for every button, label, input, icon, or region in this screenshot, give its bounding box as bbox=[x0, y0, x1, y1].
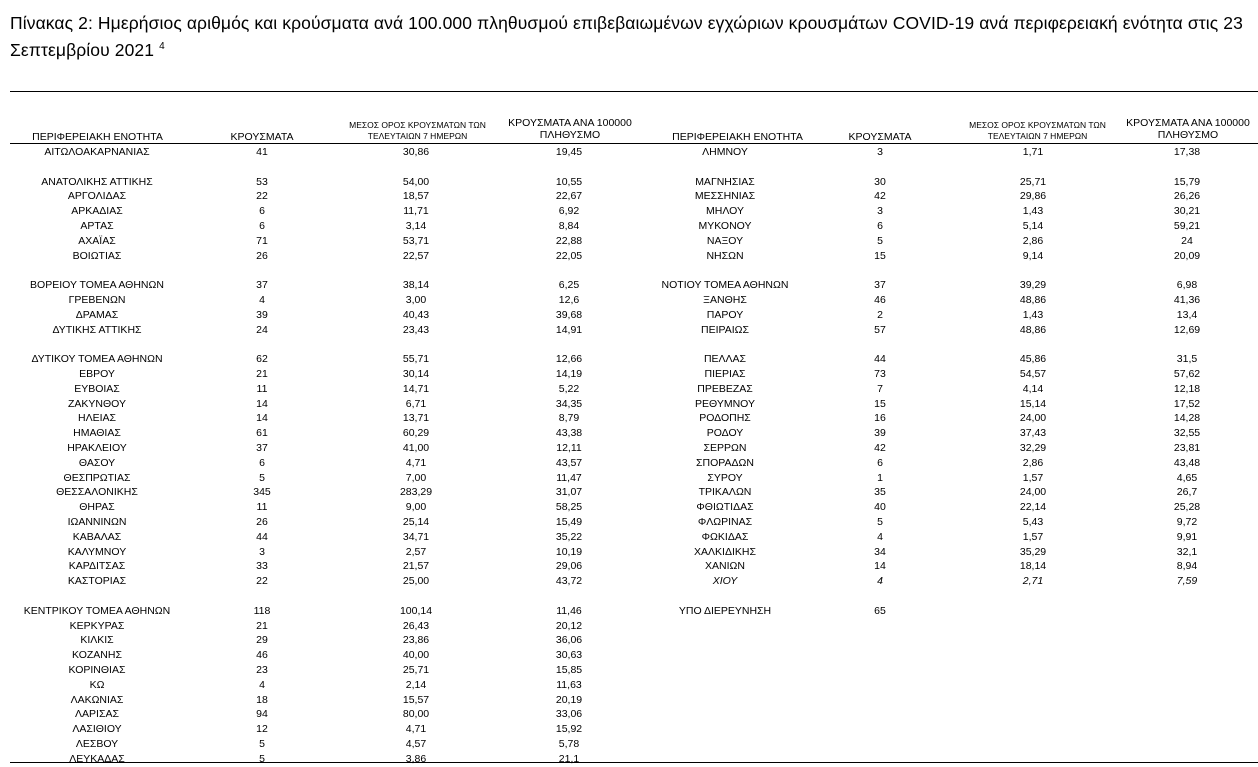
right-row-21-region-cell: ΦΘΙΩΤΙΔΑΣ bbox=[696, 501, 754, 514]
right-row-11-per100k-cell: 31,5 bbox=[1176, 353, 1198, 366]
left-row-6-per100k-cell: 22,05 bbox=[555, 249, 583, 262]
left-row-18-cases-cell: 6 bbox=[259, 456, 265, 469]
right-row-8-per100k-cell: 41,36 bbox=[1173, 294, 1201, 306]
left-row-1-cases-cell: 53 bbox=[256, 175, 268, 188]
left-row-24-avg7-cell: 2,57 bbox=[405, 545, 427, 558]
left-row-12-cases-cell: 21 bbox=[256, 368, 268, 380]
right-row-21-per100k-cell: 25,28 bbox=[1173, 501, 1201, 514]
left-row-37-avg7-cell: 3,86 bbox=[405, 752, 427, 765]
left-row-13-per100k-cell: 5,22 bbox=[558, 382, 580, 395]
left-row-2-cases-cell: 22 bbox=[256, 190, 268, 203]
right-row-25-cases-cell: 14 bbox=[874, 560, 886, 573]
right-row-25-per100k-cell: 8,94 bbox=[1176, 560, 1198, 573]
left-row-7-cases-cell: 37 bbox=[256, 279, 268, 292]
left-row-21-region-cell: ΘΗΡΑΣ bbox=[79, 501, 115, 514]
left-row-37-region-cell: ΛΕΥΚΑΔΑΣ bbox=[69, 752, 125, 765]
right-row-17-per100k-cell: 23,81 bbox=[1173, 442, 1201, 454]
right-row-16-per100k-cell: 32,55 bbox=[1173, 427, 1201, 440]
right-row-1-region-cell: ΜΑΓΝΗΣΙΑΣ bbox=[695, 175, 755, 188]
header-per100k-left-line1: ΚΡΟΥΣΜΑΤΑ ΑΝΑ 100000 bbox=[508, 117, 632, 129]
left-row-19-region-cell: ΘΕΣΠΡΩΤΙΑΣ bbox=[63, 471, 131, 484]
left-row-15-per100k-cell: 8,79 bbox=[558, 412, 580, 425]
right-row-6-per100k-cell: 20,09 bbox=[1173, 249, 1201, 262]
right-row-0-region-cell: ΛΗΜΝΟΥ bbox=[702, 146, 748, 158]
right-row-14-avg7-cell: 15,14 bbox=[1019, 397, 1047, 410]
right-row-8-cases-cell: 46 bbox=[874, 294, 886, 306]
header-per100k-left-line2: ΠΛΗΘΥΣΜΟ bbox=[539, 129, 601, 141]
left-row-33-per100k-cell: 20,19 bbox=[555, 693, 583, 706]
left-row-1-avg7-cell: 54,00 bbox=[402, 175, 430, 188]
right-row-20-region-cell: ΤΡΙΚΑΛΩΝ bbox=[698, 486, 752, 499]
table-title-text: Πίνακας 2: Ημερήσιος αριθμός και κρούσματα ανά 100.000 πληθυσμού επιβεβαιωμένων εγχώριων κρουσμάτων COVID-19 ανά περιφερειακή ενότητα στις 23 Σεπτεμβρίου 2021 bbox=[10, 13, 1243, 60]
right-row-14-cases-cell: 15 bbox=[874, 397, 886, 410]
left-row-26-per100k-cell: 43,72 bbox=[555, 575, 583, 588]
header-avg7-right bbox=[955, 120, 1120, 142]
left-row-30-avg7-cell: 40,00 bbox=[402, 649, 430, 662]
left-row-9-cases-cell: 39 bbox=[256, 308, 268, 321]
left-row-30-per100k-cell: 30,63 bbox=[555, 649, 583, 662]
right-row-9-avg7-cell: 1,43 bbox=[1022, 308, 1044, 321]
right-row-2-cases-cell: 42 bbox=[874, 190, 886, 203]
left-row-1-per100k-cell: 10,55 bbox=[555, 175, 583, 188]
right-row-7-per100k-cell: 6,98 bbox=[1176, 279, 1198, 292]
right-row-8-region-cell: ΞΑΝΘΗΣ bbox=[703, 294, 747, 306]
header-cases-right: ΚΡΟΥΣΜΑΤΑ bbox=[848, 131, 912, 143]
right-row-0-per100k-cell: 17,38 bbox=[1173, 146, 1201, 158]
left-row-31-cases-cell: 23 bbox=[256, 664, 268, 676]
right-row-24-avg7-cell: 35,29 bbox=[1019, 545, 1047, 558]
right-row-13-region-cell: ΠΡΕΒΕΖΑΣ bbox=[697, 382, 753, 395]
header-region-right: ΠΕΡΙΦΕΡΕΙΑΚΗ ΕΝΟΤΗΤΑ bbox=[672, 131, 803, 143]
right-row-11-avg7-cell: 45,86 bbox=[1019, 353, 1047, 366]
left-row-25-cases-cell: 33 bbox=[256, 560, 268, 573]
right-row-17-cases-cell: 42 bbox=[874, 442, 886, 454]
right-row-5-region-cell: ΝΑΞΟΥ bbox=[706, 234, 744, 247]
left-row-24-region-cell: ΚΑΛΥΜΝΟΥ bbox=[67, 545, 127, 558]
left-row-18-avg7-cell: 4,71 bbox=[405, 456, 427, 469]
left-row-16-per100k-cell: 43,38 bbox=[555, 427, 583, 440]
left-row-28-per100k-cell: 20,12 bbox=[555, 619, 583, 632]
right-row-10-per100k-cell: 12,69 bbox=[1173, 323, 1201, 336]
right-row-18-region-cell: ΣΠΟΡΑΔΩΝ bbox=[696, 456, 754, 469]
right-row-15-avg7-cell: 24,00 bbox=[1019, 412, 1047, 425]
right-row-12-per100k-cell: 57,62 bbox=[1173, 368, 1201, 380]
left-row-28-region-cell: ΚΕΡΚΥΡΑΣ bbox=[69, 619, 125, 632]
left-row-3-avg7-cell: 11,71 bbox=[403, 205, 429, 218]
right-row-3-region-cell: ΜΗΛΟΥ bbox=[706, 205, 744, 218]
left-row-15-region-cell: ΗΛΕΙΑΣ bbox=[77, 412, 116, 425]
left-row-14-per100k-cell: 34,35 bbox=[555, 397, 583, 410]
right-row-2-per100k-cell: 26,26 bbox=[1173, 190, 1201, 203]
right-row-21-avg7-cell: 22,14 bbox=[1019, 501, 1047, 514]
left-row-29-cases-cell: 29 bbox=[256, 634, 268, 647]
right-row-9-cases-cell: 2 bbox=[877, 308, 883, 321]
left-row-0-per100k-cell: 19,45 bbox=[555, 146, 583, 158]
left-row-17-per100k-cell: 12,11 bbox=[556, 442, 582, 454]
left-row-14-region-cell: ΖΑΚΥΝΘΟΥ bbox=[67, 397, 126, 410]
left-row-6-avg7-cell: 22,57 bbox=[402, 249, 430, 262]
left-row-4-cases-cell: 6 bbox=[259, 220, 265, 232]
right-row-4-cases-cell: 6 bbox=[877, 220, 883, 232]
left-row-6-region-cell: ΒΟΙΩΤΙΑΣ bbox=[72, 249, 122, 262]
left-row-36-cases-cell: 5 bbox=[259, 738, 265, 750]
left-row-15-cases-cell: 14 bbox=[256, 412, 268, 425]
right-row-19-per100k-cell: 4,65 bbox=[1176, 471, 1198, 484]
left-row-36-region-cell: ΛΕΣΒΟΥ bbox=[75, 738, 119, 750]
left-row-18-per100k-cell: 43,57 bbox=[555, 456, 583, 469]
left-row-29-region-cell: ΚΙΛΚΙΣ bbox=[80, 634, 114, 647]
left-row-8-per100k-cell: 12,6 bbox=[558, 294, 580, 306]
right-row-7-cases-cell: 37 bbox=[874, 279, 886, 292]
left-row-13-cases-cell: 11 bbox=[256, 382, 268, 395]
right-row-5-avg7-cell: 2,86 bbox=[1022, 234, 1044, 247]
right-row-13-avg7-cell: 4,14 bbox=[1022, 382, 1044, 395]
left-row-7-region-cell: ΒΟΡΕΙΟΥ ΤΟΜΕΑ ΑΘΗΝΩΝ bbox=[30, 279, 164, 292]
right-row-15-region-cell: ΡΟΔΟΠΗΣ bbox=[699, 412, 751, 425]
right-row-2-avg7-cell: 29,86 bbox=[1019, 190, 1047, 203]
left-row-4-region-cell: ΑΡΤΑΣ bbox=[80, 220, 114, 232]
left-row-5-per100k-cell: 22,88 bbox=[555, 234, 583, 247]
left-row-33-cases-cell: 18 bbox=[256, 693, 268, 706]
left-row-19-per100k-cell: 11,47 bbox=[556, 471, 582, 484]
left-row-25-avg7-cell: 21,57 bbox=[402, 560, 430, 573]
right-row-26-avg7-cell: 2,71 bbox=[1022, 575, 1044, 588]
right-row-2-region-cell: ΜΕΣΣΗΝΙΑΣ bbox=[694, 190, 756, 203]
right-row-7-region-cell: ΝΟΤΙΟΥ ΤΟΜΕΑ ΑΘΗΝΩΝ bbox=[661, 279, 789, 292]
left-row-27-cases-cell: 118 bbox=[253, 604, 271, 617]
right-row-12-avg7-cell: 54,57 bbox=[1019, 368, 1047, 380]
header-per100k-left bbox=[500, 117, 640, 141]
left-row-11-region-cell: ΔΥΤΙΚΟΥ ΤΟΜΕΑ ΑΘΗΝΩΝ bbox=[31, 353, 163, 366]
left-row-1-region-cell: ΑΝΑΤΟΛΙΚΗΣ ΑΤΤΙΚΗΣ bbox=[41, 175, 153, 188]
left-row-26-cases-cell: 22 bbox=[256, 575, 268, 588]
left-row-21-cases-cell: 11 bbox=[256, 501, 268, 514]
left-row-26-avg7-cell: 25,00 bbox=[402, 575, 430, 588]
top-rule bbox=[10, 91, 1258, 92]
left-row-5-region-cell: ΑΧΑΪΑΣ bbox=[78, 234, 116, 247]
left-row-35-cases-cell: 12 bbox=[256, 723, 268, 736]
left-row-16-avg7-cell: 60,29 bbox=[402, 427, 430, 440]
left-row-22-cases-cell: 26 bbox=[256, 516, 268, 528]
left-row-10-per100k-cell: 14,91 bbox=[555, 323, 583, 336]
left-row-17-avg7-cell: 41,00 bbox=[402, 442, 430, 454]
right-row-27-region-cell: ΥΠΟ ΔΙΕΡΕΥΝΗΣΗ bbox=[678, 604, 772, 617]
right-row-1-per100k-cell: 15,79 bbox=[1173, 175, 1201, 188]
left-row-22-per100k-cell: 15,49 bbox=[555, 516, 583, 528]
left-row-22-avg7-cell: 25,14 bbox=[402, 516, 430, 528]
right-row-11-cases-cell: 44 bbox=[874, 353, 886, 366]
left-row-31-avg7-cell: 25,71 bbox=[402, 664, 430, 676]
left-row-15-avg7-cell: 13,71 bbox=[402, 412, 430, 425]
left-row-14-cases-cell: 14 bbox=[256, 397, 268, 410]
footnote-marker: 4 bbox=[159, 41, 165, 53]
right-row-16-region-cell: ΡΟΔΟΥ bbox=[706, 427, 744, 440]
left-row-19-cases-cell: 5 bbox=[259, 471, 265, 484]
right-row-9-per100k-cell: 13,4 bbox=[1176, 308, 1198, 321]
right-row-5-per100k-cell: 24 bbox=[1181, 234, 1193, 247]
left-row-27-region-cell: ΚΕΝΤΡΙΚΟΥ ΤΟΜΕΑ ΑΘΗΝΩΝ bbox=[23, 604, 171, 617]
right-row-23-avg7-cell: 1,57 bbox=[1022, 530, 1044, 543]
right-row-1-cases-cell: 30 bbox=[874, 175, 886, 188]
right-row-3-avg7-cell: 1,43 bbox=[1022, 205, 1044, 218]
left-row-10-avg7-cell: 23,43 bbox=[402, 323, 430, 336]
right-row-14-region-cell: ΡΕΘΥΜΝΟΥ bbox=[694, 397, 755, 410]
left-row-5-avg7-cell: 53,71 bbox=[402, 234, 430, 247]
right-row-14-per100k-cell: 17,52 bbox=[1173, 397, 1201, 410]
left-row-4-avg7-cell: 3,14 bbox=[405, 220, 427, 232]
left-row-10-cases-cell: 24 bbox=[256, 323, 268, 336]
right-row-8-avg7-cell: 48,86 bbox=[1019, 294, 1047, 306]
right-row-22-avg7-cell: 5,43 bbox=[1022, 516, 1044, 528]
left-row-26-region-cell: ΚΑΣΤΟΡΙΑΣ bbox=[67, 575, 127, 588]
right-row-9-region-cell: ΠΑΡΟΥ bbox=[706, 308, 744, 321]
right-row-26-cases-cell: 4 bbox=[877, 575, 883, 588]
left-row-7-avg7-cell: 38,14 bbox=[402, 279, 430, 292]
left-row-29-per100k-cell: 36,06 bbox=[555, 634, 583, 647]
left-row-8-avg7-cell: 3,00 bbox=[405, 294, 427, 306]
left-row-4-per100k-cell: 8,84 bbox=[558, 220, 580, 232]
right-row-19-avg7-cell: 1,57 bbox=[1022, 471, 1044, 484]
left-row-0-cases-cell: 41 bbox=[256, 146, 268, 158]
left-row-5-cases-cell: 71 bbox=[256, 234, 268, 247]
header-avg7-left-line1: ΜΕΣΟΣ ΟΡΟΣ ΚΡΟΥΣΜΑΤΩΝ ΤΩΝ bbox=[349, 120, 486, 130]
left-row-13-avg7-cell: 14,71 bbox=[402, 382, 430, 395]
right-row-6-avg7-cell: 9,14 bbox=[1022, 249, 1044, 262]
right-row-18-avg7-cell: 2,86 bbox=[1022, 456, 1044, 469]
left-row-30-cases-cell: 46 bbox=[256, 649, 268, 662]
left-row-30-region-cell: ΚΟΖΑΝΗΣ bbox=[72, 649, 122, 662]
right-row-23-region-cell: ΦΩΚΙΔΑΣ bbox=[701, 530, 749, 543]
left-row-11-cases-cell: 62 bbox=[256, 353, 268, 366]
left-row-16-cases-cell: 61 bbox=[256, 427, 268, 440]
left-row-23-avg7-cell: 34,71 bbox=[402, 530, 430, 543]
right-row-7-avg7-cell: 39,29 bbox=[1019, 279, 1047, 292]
left-row-11-per100k-cell: 12,66 bbox=[555, 353, 583, 366]
bottom-rule bbox=[10, 762, 1258, 763]
left-row-20-per100k-cell: 31,07 bbox=[555, 486, 583, 499]
right-row-17-avg7-cell: 32,29 bbox=[1019, 442, 1047, 454]
header-per100k-right bbox=[1118, 117, 1258, 141]
right-row-24-cases-cell: 34 bbox=[874, 545, 886, 558]
left-row-32-avg7-cell: 2,14 bbox=[405, 678, 427, 691]
right-row-4-region-cell: ΜΥΚΟΝΟΥ bbox=[698, 220, 752, 232]
left-row-9-per100k-cell: 39,68 bbox=[555, 308, 583, 321]
left-row-3-per100k-cell: 6,92 bbox=[558, 205, 580, 218]
right-row-5-cases-cell: 5 bbox=[877, 234, 883, 247]
header-per100k-right-line2: ΠΛΗΘΥΣΜΟ bbox=[1157, 129, 1219, 141]
right-row-20-per100k-cell: 26,7 bbox=[1176, 486, 1198, 499]
header-avg7-right-line2: ΤΕΛΕΥΤΑΙΩΝ 7 ΗΜΕΡΩΝ bbox=[987, 131, 1088, 141]
right-row-22-cases-cell: 5 bbox=[877, 516, 883, 528]
header-avg7-left bbox=[330, 120, 505, 142]
right-row-19-cases-cell: 1 bbox=[877, 471, 883, 484]
right-row-0-cases-cell: 3 bbox=[877, 146, 883, 158]
left-row-24-cases-cell: 3 bbox=[259, 545, 265, 558]
right-row-16-avg7-cell: 37,43 bbox=[1019, 427, 1047, 440]
left-row-28-avg7-cell: 26,43 bbox=[402, 619, 430, 632]
left-row-20-region-cell: ΘΕΣΣΑΛΟΝΙΚΗΣ bbox=[56, 486, 138, 499]
left-row-28-cases-cell: 21 bbox=[256, 619, 268, 632]
left-row-17-region-cell: ΗΡΑΚΛΕΙΟΥ bbox=[67, 442, 127, 454]
header-avg7-right-line1: ΜΕΣΟΣ ΟΡΟΣ ΚΡΟΥΣΜΑΤΩΝ ΤΩΝ bbox=[969, 120, 1106, 130]
left-row-8-region-cell: ΓΡΕΒΕΝΩΝ bbox=[68, 294, 126, 306]
right-row-25-region-cell: ΧΑΝΙΩΝ bbox=[705, 560, 745, 573]
left-row-12-region-cell: ΕΒΡΟΥ bbox=[79, 368, 115, 380]
right-row-20-avg7-cell: 24,00 bbox=[1019, 486, 1047, 499]
right-row-3-per100k-cell: 30,21 bbox=[1173, 205, 1201, 218]
right-row-16-cases-cell: 39 bbox=[874, 427, 886, 440]
right-row-22-region-cell: ΦΛΩΡΙΝΑΣ bbox=[697, 516, 753, 528]
left-row-36-per100k-cell: 5,78 bbox=[558, 738, 580, 750]
right-row-24-region-cell: ΧΑΛΚΙΔΙΚΗΣ bbox=[694, 545, 756, 558]
right-row-23-cases-cell: 4 bbox=[877, 530, 883, 543]
left-row-29-avg7-cell: 23,86 bbox=[402, 634, 430, 647]
left-row-27-avg7-cell: 100,14 bbox=[399, 604, 433, 617]
left-row-9-avg7-cell: 40,43 bbox=[402, 308, 430, 321]
left-row-2-avg7-cell: 18,57 bbox=[402, 190, 430, 203]
left-row-33-avg7-cell: 15,57 bbox=[402, 693, 430, 706]
left-row-32-region-cell: ΚΩ bbox=[89, 678, 105, 691]
left-row-17-cases-cell: 37 bbox=[256, 442, 268, 454]
left-row-36-avg7-cell: 4,57 bbox=[405, 738, 427, 750]
left-row-13-region-cell: ΕΥΒΟΙΑΣ bbox=[74, 382, 120, 395]
right-row-3-cases-cell: 3 bbox=[877, 205, 883, 218]
right-row-26-per100k-cell: 7,59 bbox=[1176, 575, 1198, 588]
left-row-37-per100k-cell: 21,1 bbox=[558, 752, 580, 765]
left-row-21-per100k-cell: 58,25 bbox=[555, 501, 583, 514]
left-row-37-cases-cell: 5 bbox=[259, 752, 265, 765]
left-row-31-per100k-cell: 15,85 bbox=[555, 664, 583, 676]
right-row-17-region-cell: ΣΕΡΡΩΝ bbox=[703, 442, 747, 454]
right-row-18-cases-cell: 6 bbox=[877, 456, 883, 469]
right-row-10-cases-cell: 57 bbox=[874, 323, 886, 336]
left-row-34-cases-cell: 94 bbox=[256, 708, 268, 721]
right-row-12-cases-cell: 73 bbox=[874, 368, 886, 380]
right-row-20-cases-cell: 35 bbox=[874, 486, 886, 499]
right-row-27-cases-cell: 65 bbox=[874, 604, 886, 617]
right-row-0-avg7-cell: 1,71 bbox=[1022, 146, 1044, 158]
left-row-31-region-cell: ΚΟΡΙΝΘΙΑΣ bbox=[68, 664, 126, 676]
right-row-18-per100k-cell: 43,48 bbox=[1173, 456, 1201, 469]
left-row-2-region-cell: ΑΡΓΟΛΙΔΑΣ bbox=[67, 190, 127, 203]
left-row-35-avg7-cell: 4,71 bbox=[405, 723, 427, 736]
left-row-2-per100k-cell: 22,67 bbox=[555, 190, 583, 203]
left-row-25-region-cell: ΚΑΡΔΙΤΣΑΣ bbox=[68, 560, 126, 573]
right-row-13-per100k-cell: 12,18 bbox=[1173, 382, 1201, 395]
header-cases-left: ΚΡΟΥΣΜΑΤΑ bbox=[230, 131, 294, 143]
right-row-24-per100k-cell: 32,1 bbox=[1176, 545, 1198, 558]
left-row-3-region-cell: ΑΡΚΑΔΙΑΣ bbox=[71, 205, 123, 218]
left-row-34-region-cell: ΛΑΡΙΣΑΣ bbox=[75, 708, 119, 721]
right-row-25-avg7-cell: 18,14 bbox=[1019, 560, 1047, 573]
left-row-9-region-cell: ΔΡΑΜΑΣ bbox=[75, 308, 119, 321]
header-rule bbox=[10, 143, 1258, 144]
left-row-12-avg7-cell: 30,14 bbox=[402, 368, 430, 380]
right-row-6-region-cell: ΝΗΣΩΝ bbox=[706, 249, 744, 262]
left-row-11-avg7-cell: 55,71 bbox=[402, 353, 430, 366]
left-row-27-per100k-cell: 11,46 bbox=[556, 604, 582, 617]
right-row-1-avg7-cell: 25,71 bbox=[1019, 175, 1047, 188]
right-row-12-region-cell: ΠΙΕΡΙΑΣ bbox=[704, 368, 746, 380]
right-row-13-cases-cell: 7 bbox=[877, 382, 883, 395]
left-row-35-per100k-cell: 15,92 bbox=[555, 723, 583, 736]
left-row-22-region-cell: ΙΩΑΝΝΙΝΩΝ bbox=[67, 516, 127, 528]
left-row-18-region-cell: ΘΑΣΟΥ bbox=[78, 456, 116, 469]
left-row-8-cases-cell: 4 bbox=[259, 294, 265, 306]
left-row-23-region-cell: ΚΑΒΑΛΑΣ bbox=[72, 530, 122, 543]
right-row-6-cases-cell: 15 bbox=[874, 249, 886, 262]
left-row-0-region-cell: ΑΙΤΩΛΟΑΚΑΡΝΑΝΙΑΣ bbox=[44, 146, 150, 158]
right-row-26-region-cell: ΧΙΟΥ bbox=[712, 575, 738, 588]
left-row-20-avg7-cell: 283,29 bbox=[399, 486, 433, 499]
left-row-32-cases-cell: 4 bbox=[259, 678, 265, 691]
right-row-22-per100k-cell: 9,72 bbox=[1176, 516, 1198, 528]
header-per100k-right-line1: ΚΡΟΥΣΜΑΤΑ ΑΝΑ 100000 bbox=[1126, 117, 1250, 129]
right-row-15-cases-cell: 16 bbox=[874, 412, 886, 425]
left-row-23-per100k-cell: 35,22 bbox=[555, 530, 583, 543]
header-region-left: ΠΕΡΙΦΕΡΕΙΑΚΗ ΕΝΟΤΗΤΑ bbox=[32, 131, 163, 143]
header-avg7-left-line2: ΤΕΛΕΥΤΑΙΩΝ 7 ΗΜΕΡΩΝ bbox=[367, 131, 468, 141]
left-row-35-region-cell: ΛΑΣΙΘΙΟΥ bbox=[72, 723, 122, 736]
right-row-11-region-cell: ΠΕΛΛΑΣ bbox=[703, 353, 747, 366]
left-row-32-per100k-cell: 11,63 bbox=[556, 678, 582, 691]
left-row-6-cases-cell: 26 bbox=[256, 249, 268, 262]
table-title bbox=[10, 10, 1258, 64]
left-row-24-per100k-cell: 10,19 bbox=[555, 545, 583, 558]
right-row-21-cases-cell: 40 bbox=[874, 501, 886, 514]
left-row-16-region-cell: ΗΜΑΘΙΑΣ bbox=[73, 427, 121, 440]
left-row-0-avg7-cell: 30,86 bbox=[402, 146, 430, 158]
left-row-20-cases-cell: 345 bbox=[253, 486, 271, 499]
left-row-25-per100k-cell: 29,06 bbox=[555, 560, 583, 573]
left-row-21-avg7-cell: 9,00 bbox=[405, 501, 427, 514]
left-row-23-cases-cell: 44 bbox=[256, 530, 268, 543]
left-row-19-avg7-cell: 7,00 bbox=[405, 471, 427, 484]
left-row-34-avg7-cell: 80,00 bbox=[402, 708, 430, 721]
left-row-14-avg7-cell: 6,71 bbox=[405, 397, 427, 410]
left-row-34-per100k-cell: 33,06 bbox=[555, 708, 583, 721]
left-row-10-region-cell: ΔΥΤΙΚΗΣ ΑΤΤΙΚΗΣ bbox=[52, 323, 142, 336]
right-row-23-per100k-cell: 9,91 bbox=[1176, 530, 1198, 543]
left-row-33-region-cell: ΛΑΚΩΝΙΑΣ bbox=[70, 693, 124, 706]
right-row-4-per100k-cell: 59,21 bbox=[1173, 220, 1201, 232]
left-row-3-cases-cell: 6 bbox=[259, 205, 265, 218]
left-row-7-per100k-cell: 6,25 bbox=[558, 279, 580, 292]
right-row-10-avg7-cell: 48,86 bbox=[1019, 323, 1047, 336]
left-row-12-per100k-cell: 14,19 bbox=[555, 368, 583, 380]
right-row-19-region-cell: ΣΥΡΟΥ bbox=[707, 471, 743, 484]
right-row-10-region-cell: ΠΕΙΡΑΙΩΣ bbox=[701, 323, 749, 336]
right-row-15-per100k-cell: 14,28 bbox=[1173, 412, 1201, 425]
right-row-4-avg7-cell: 5,14 bbox=[1022, 220, 1044, 232]
